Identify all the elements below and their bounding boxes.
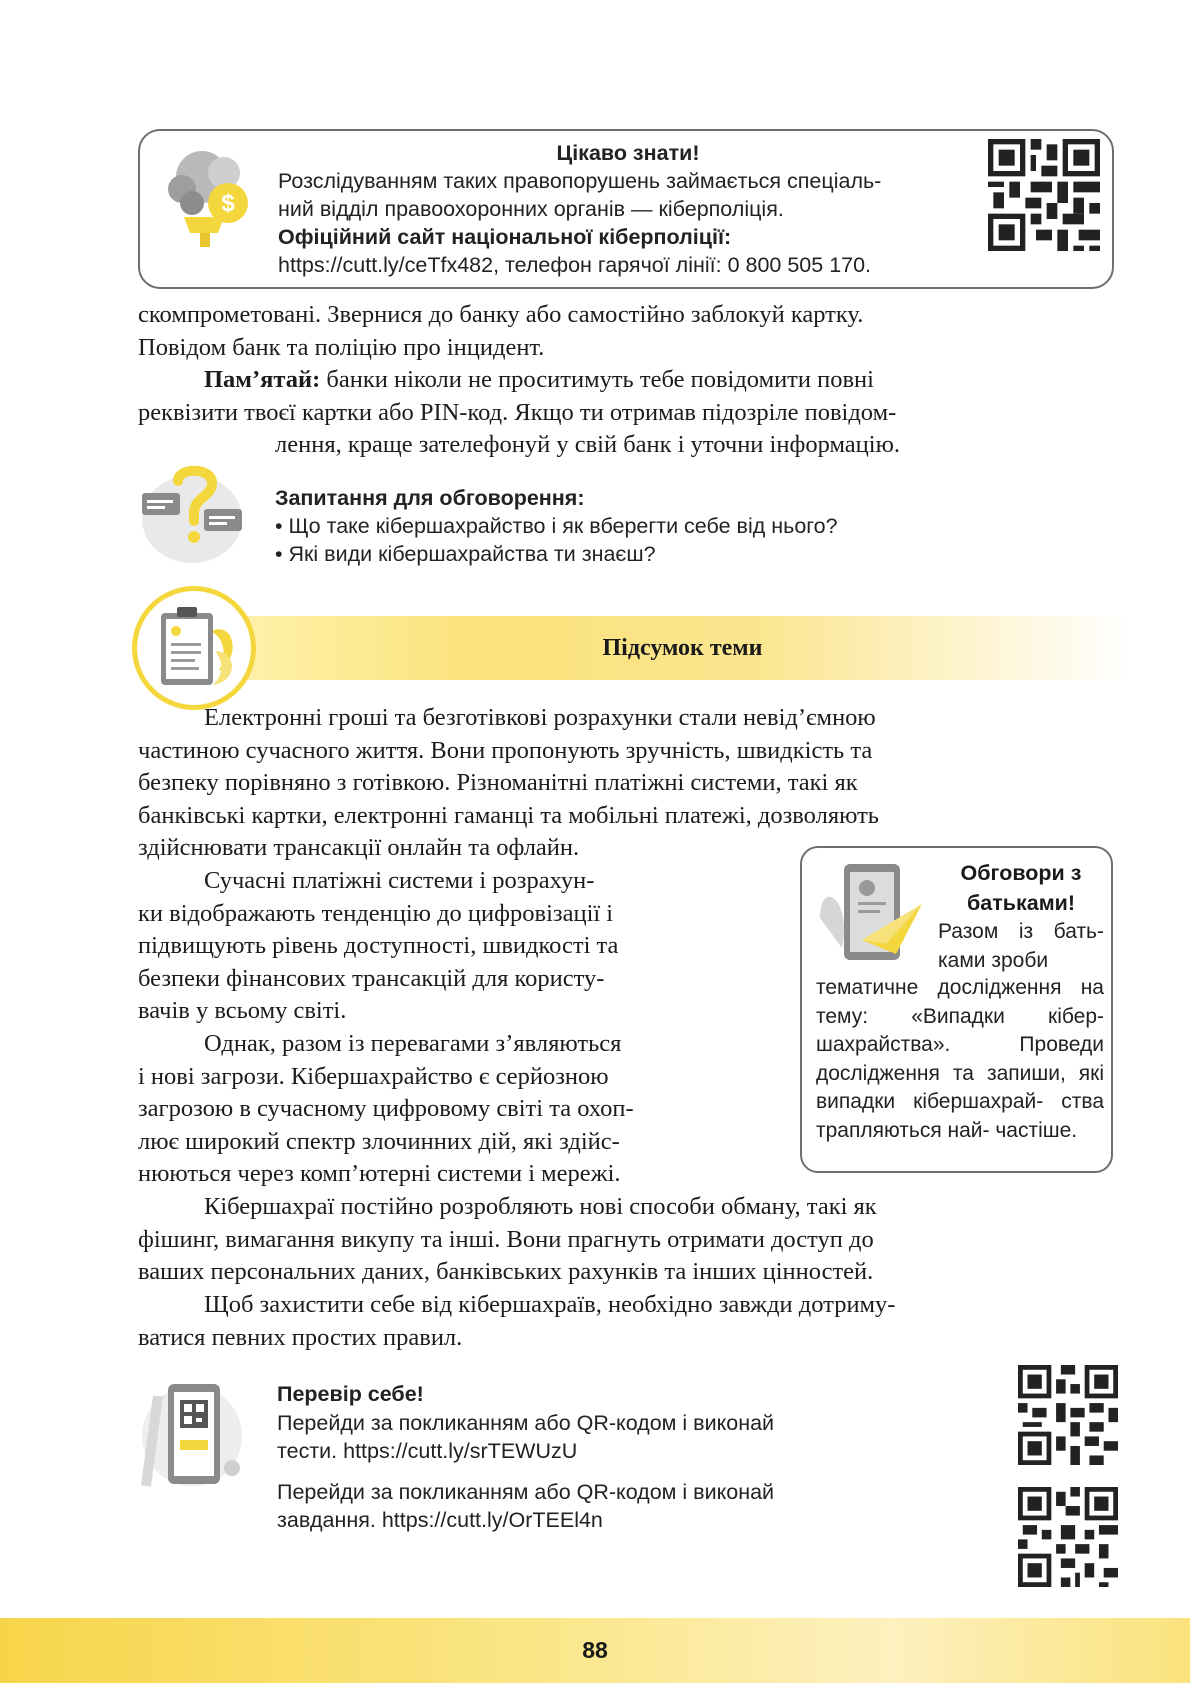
discussion-question: • Що таке кібершахрайство і як вберегти себе від нього? [275,514,838,538]
body-paragraph: скомпрометовані. Звернися до банку або самостійно заблокуй картку. Повідом банк та поліцію про інцидент. Пам’ятай: банки ніколи не проситимуть тебе повідомити повні реквізити твоєї картки або PIN-код. Якщо ти отримав підозріле повідом- лення, краще зателефонуй у свій банк і уточни інформацію. [138,301,901,458]
info-title: Цікаво знати! [556,141,700,165]
summary-paragraph-2: Сучасні платіжні системи і розрахун- ки відображають тенденцію до цифровізації і підвищують рівень доступності, швидкості та безпеки фінансових трансакцій для користу- вачів у всьому світі. [138,867,619,1024]
info-line: Офіційний сайт національної кіберполіції: [278,225,732,249]
discussion-title: Запитання для обговорення: [275,486,585,510]
summary-paragraph-5: Щоб захистити себе від кібершахраїв, необхідно завжди дотриму- ватися певних простих правил. [138,1291,896,1351]
parents-title: Обговори з батьками! [960,861,1082,915]
phone-qr-icon [138,1376,246,1494]
check-link[interactable]: тести. https://cutt.ly/srTEWUzU [277,1439,578,1463]
check-title: Перевір себе! [277,1382,424,1406]
phone-document-icon [812,858,930,966]
parents-lead: Разом із бать- ками зроби [938,920,1104,972]
parents-box [800,846,1113,1173]
discussion-question: • Які види кібершахрайства ти знаєш? [275,542,656,566]
qr-code-icon[interactable] [1018,1365,1118,1465]
svg-text:$: $ [221,190,235,217]
parents-body: тематичне дослідження на тему: «Випадки кібер- шахрайства». Проведи дослідження та запиши, які випадки кібершахрай- ства трапляються най- частіше. [816,976,1104,1142]
question-chat-icon [138,463,246,563]
qr-code-icon[interactable] [1018,1487,1118,1587]
money-plant-icon [152,145,260,253]
check-yourself-block [277,1380,917,1535]
page-number: 88 [582,1637,608,1663]
discussion-block [275,484,1055,568]
check-link[interactable]: завдання. https://cutt.ly/OrTEEl4n [277,1508,603,1532]
info-link[interactable]: https://cutt.ly/ceTfx482, телефон гарячої лінії: 0 800 505 170. [278,253,872,277]
info-line: Розслідуванням таких правопорушень займається спеціаль- [278,169,882,193]
check-task: Перейди за покликанням або QR-кодом і виконай [277,1410,775,1435]
qr-code-icon[interactable] [988,139,1100,251]
summary-paragraph-3: Однак, разом із перевагами з’являються і нові загрози. Кібершахрайство є серйозною загрозою в сучасному цифровому світі та охоп- лює широкий спектр злочинних дій, які здійс- нюються через комп’ютерні системи і мережі. [138,1030,634,1187]
summary-paragraph-1: Електронні гроші та безготівкові розрахунки стали невід’ємною частиною сучасного життя. Вони пропонують зручність, швидкість та безпеку порівняно з готівкою. Різноманітні платіжні системи, такі як банківські картки, електронні гаманці та мобільні платежі, дозволяють здійснювати трансакції онлайн та офлайн. [138,704,879,861]
remember-label: Пам’ятай: [204,366,321,393]
summary-paragraph-4: Кібершахраї постійно розробляють нові способи обману, такі як фішинг, вимагання викупу та інші. Вони прагнуть отримати доступ до ваших персональних даних, банківських рахунків та інших цінностей. [138,1193,877,1285]
summary-title: Підсумок теми [602,635,763,661]
check-task: Перейди за покликанням або QR-кодом і виконай [277,1479,775,1504]
info-box [138,129,1114,289]
info-line: ний відділ правоохоронних органів — кіберполіція. [278,197,784,221]
